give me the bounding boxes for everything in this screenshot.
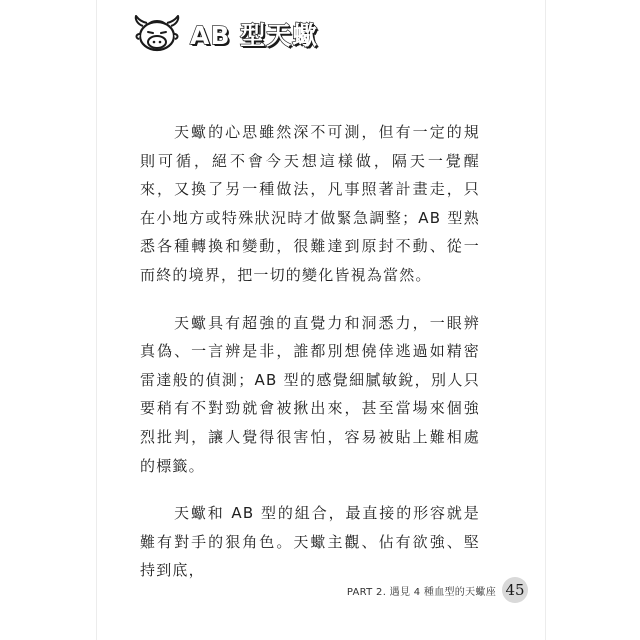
- page-edge-right: [545, 0, 546, 640]
- body-text: [140, 118, 480, 604]
- chapter-header: [130, 14, 318, 54]
- chapter-title: AB 型天蠍: [190, 21, 319, 50]
- running-head: PART 2. 遇見 4 種血型的天蠍座: [346, 586, 496, 598]
- page-number: 45: [502, 577, 528, 603]
- paragraph-1: 天蠍的心思雖然深不可測，但有一定的規則可循，絕不會今天想這樣做，隔天一覺醒來，又換了另一種做法，凡事照著計畫走，只在小地方或特殊狀況時才做緊急調整；AB 型熟悉各種轉換和變動，很難達到原封不動、從一而終的境界，把一切的變化皆視為當然。: [140, 123, 480, 284]
- page-footer: [347, 577, 528, 603]
- page-edge-left: [96, 0, 97, 640]
- paragraph-3: 天蠍和 AB 型的組合，最直接的形容就是難有對手的狠角色。天蠍主觀、佔有欲強、堅持到底，: [140, 504, 480, 580]
- bull-mascot-icon: [130, 14, 184, 54]
- paragraph-2: 天蠍具有超強的直覺力和洞悉力，一眼辨真偽、一言辨是非，誰都別想僥倖逃過如精密雷達般的偵測；AB 型的感覺細膩敏銳，別人只要稍有不對勁就會被揪出來，甚至當場來個強烈批判，讓人覺得很害怕，容易被貼上難相處的標籤。: [140, 313, 480, 475]
